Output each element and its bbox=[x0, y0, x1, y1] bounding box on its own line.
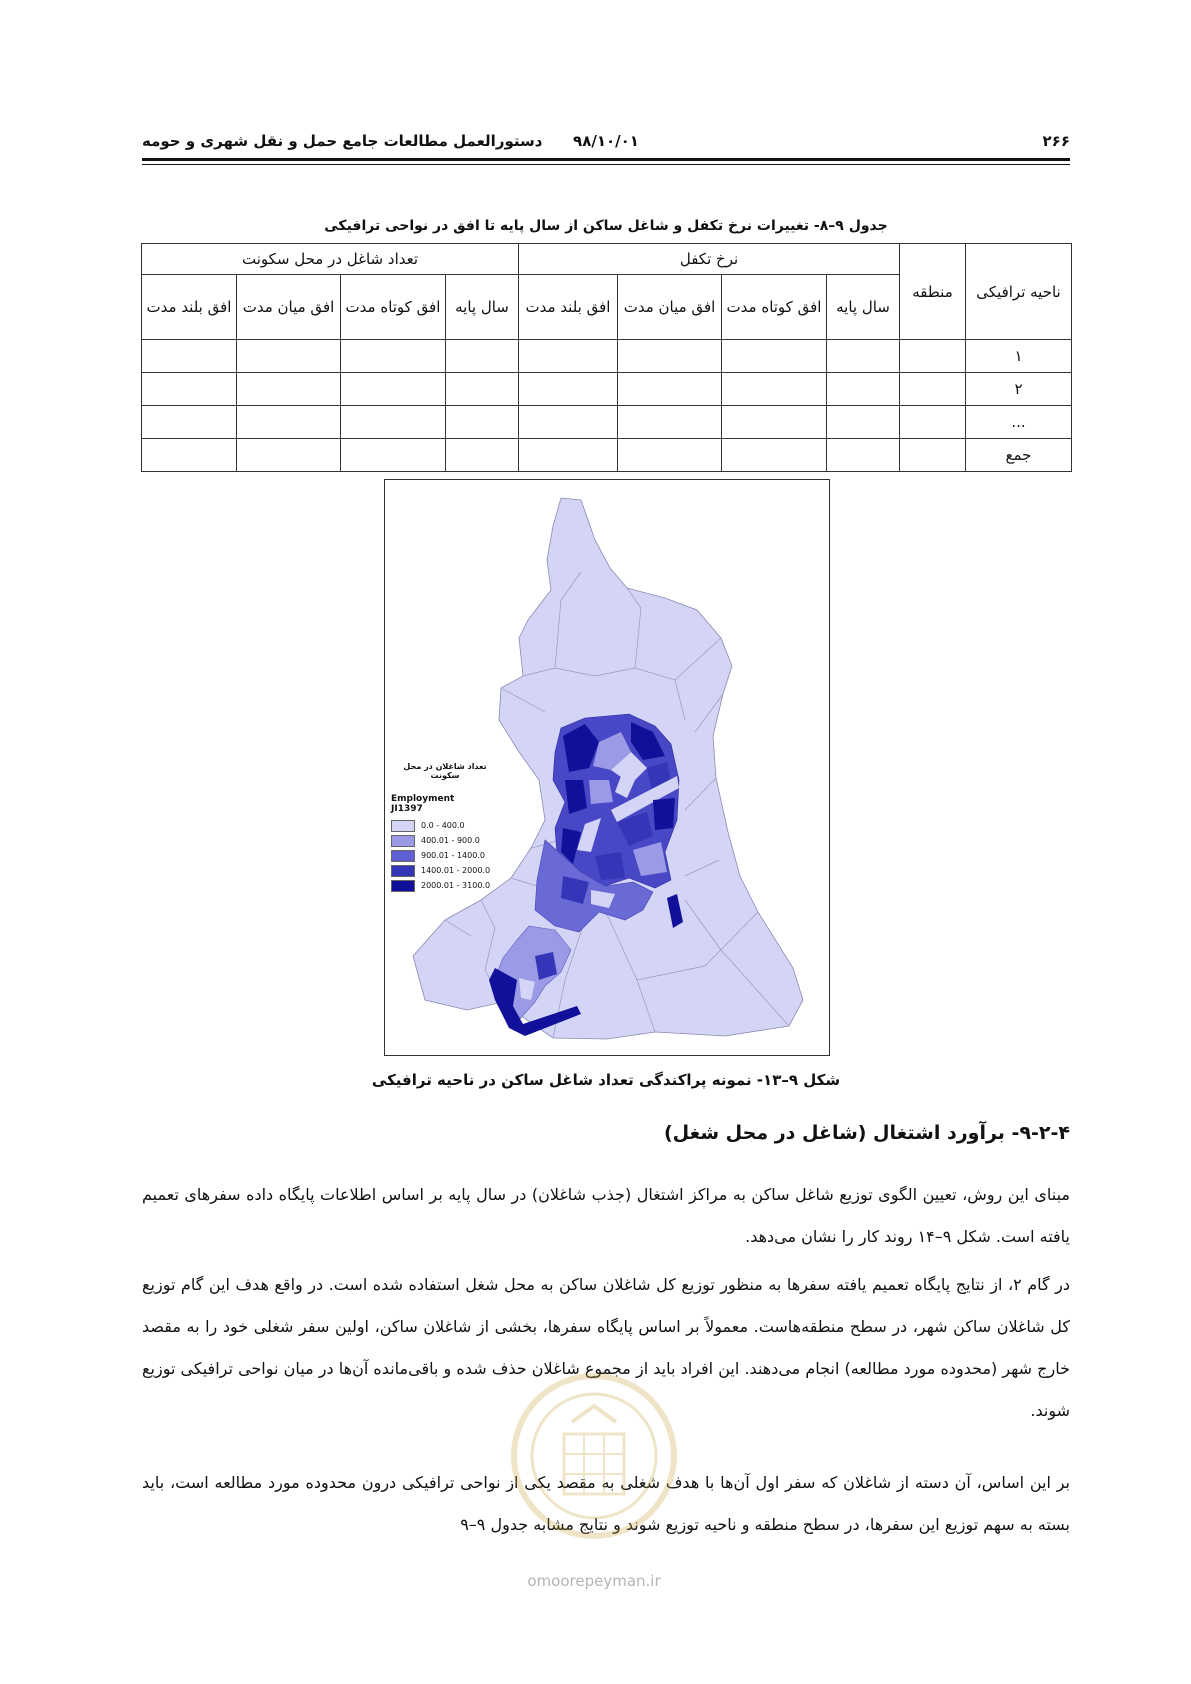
col-header-zone: ناحیه ترافیکی bbox=[966, 244, 1072, 340]
row-label: ۲ bbox=[966, 373, 1072, 406]
watermark-url: omoorepeyman.ir bbox=[527, 1572, 661, 1590]
legend-layer-name: Employment bbox=[391, 794, 455, 804]
running-header bbox=[142, 128, 1070, 158]
legend-swatch bbox=[391, 880, 415, 892]
legend-label: 2000.01 - 3100.0 bbox=[421, 881, 491, 890]
sub-header-mid-term: افق میان مدت bbox=[618, 275, 722, 340]
legend-entry bbox=[391, 863, 541, 878]
sub-header-base-year: سال پایه bbox=[827, 275, 900, 340]
table-row bbox=[142, 439, 1072, 472]
page-number: ۲۶۶ bbox=[1042, 132, 1070, 150]
sub-header-mid-term: افق میان مدت bbox=[237, 275, 341, 340]
sub-header-short-term: افق کوتاه مدت bbox=[341, 275, 446, 340]
col-header-region: منطقه bbox=[900, 244, 966, 340]
table-row bbox=[142, 373, 1072, 406]
employment-map-figure bbox=[384, 479, 830, 1056]
row-label: جمع bbox=[966, 439, 1072, 472]
header-date: ۹۸/۱۰/۰۱ bbox=[573, 132, 639, 150]
legend-label: 400.01 - 900.0 bbox=[421, 836, 480, 845]
header-rule-thin bbox=[142, 164, 1070, 165]
table-row bbox=[142, 340, 1072, 373]
document-title: دستورالعمل مطالعات جامع حمل و نقل شهری و حومه bbox=[142, 132, 543, 150]
group-header-employed: تعداد شاغل در محل سکونت bbox=[142, 244, 519, 275]
legend-entry bbox=[391, 848, 541, 863]
section-heading: ۹-۲-۴- برآورد اشتغال (شاغل در محل شغل) bbox=[664, 1122, 1070, 1144]
figure-caption: شکل ۹–۱۳- نمونه پراکندگی تعداد شاغل ساکن در ناحیه ترافیکی bbox=[371, 1071, 841, 1089]
sub-header-base-year: سال پایه bbox=[446, 275, 519, 340]
table-caption: جدول ۹–۸- تغییرات نرخ تکفل و شاغل ساکن از سال پایه تا افق در نواحی ترافیکی bbox=[324, 218, 888, 234]
sub-header-short-term: افق کوتاه مدت bbox=[722, 275, 827, 340]
legend-entry bbox=[391, 818, 541, 833]
table-row bbox=[142, 406, 1072, 439]
map-legend bbox=[391, 762, 541, 893]
legend-swatch bbox=[391, 865, 415, 877]
legend-swatch bbox=[391, 850, 415, 862]
dependency-table bbox=[141, 243, 1072, 472]
legend-label: 900.01 - 1400.0 bbox=[421, 851, 485, 860]
paragraph: مبنای این روش، تعیین الگوی توزیع شاغل ساکن به مراکز اشتغال (جذب شاغلان) در سال پایه بر اساس اطلاعات پایگاه داده سفرهای تعمیم یافته است. شکل ۹–۱۴ روند کار را نشان می‌دهد. bbox=[142, 1185, 1070, 1246]
header-rule-thick bbox=[142, 158, 1070, 161]
legend-title: تعداد شاغلان در محل سکونت bbox=[403, 762, 487, 780]
group-header-dependency: نرخ تکفل bbox=[519, 244, 900, 275]
row-label: ... bbox=[966, 406, 1072, 439]
legend-swatch bbox=[391, 835, 415, 847]
sub-header-long-term: افق بلند مدت bbox=[519, 275, 618, 340]
legend-entry bbox=[391, 833, 541, 848]
legend-swatch bbox=[391, 820, 415, 832]
watermark-seal-icon bbox=[508, 1370, 680, 1542]
row-label: ۱ bbox=[966, 340, 1072, 373]
paragraph: بر این اساس، آن دسته از شاغلان که سفر اول آن‌ها با هدف شغلی به مقصد یکی از نواحی ترافیکی درون محدوده مورد مطالعه است، باید بسته به سهم توزیع این سفرها، در سطح منطقه و ناحیه توزیع شوند و نتایج مشابه جدول ۹–۹ bbox=[142, 1473, 1070, 1534]
paragraph: در گام ۲، از نتایج پایگاه تعمیم یافته سفرها به منظور توزیع کل شاغلان ساکن به محل شغل استفاده شده است. در واقع هدف این گام توزیع کل شاغلان ساکن شهر، در سطح منطقه‌هاست. معمولاً بر اساس پایگاه سفرها، بخشی از شاغلان ساکن، اولین سفر شغلی خود را به مقصد خارج شهر (محدوده مورد مطالعه) انجام می‌دهند. این افراد باید از مجموع شاغلان حذف شده و باقی‌مانده آن‌ها در میان نواحی ترافیکی توزیع شوند. bbox=[142, 1275, 1070, 1420]
legend-field-name: JI1397 bbox=[391, 804, 423, 814]
sub-header-long-term: افق بلند مدت bbox=[142, 275, 237, 340]
legend-label: 1400.01 - 2000.0 bbox=[421, 866, 491, 875]
legend-entry bbox=[391, 878, 541, 893]
legend-label: 0.0 - 400.0 bbox=[421, 821, 465, 830]
